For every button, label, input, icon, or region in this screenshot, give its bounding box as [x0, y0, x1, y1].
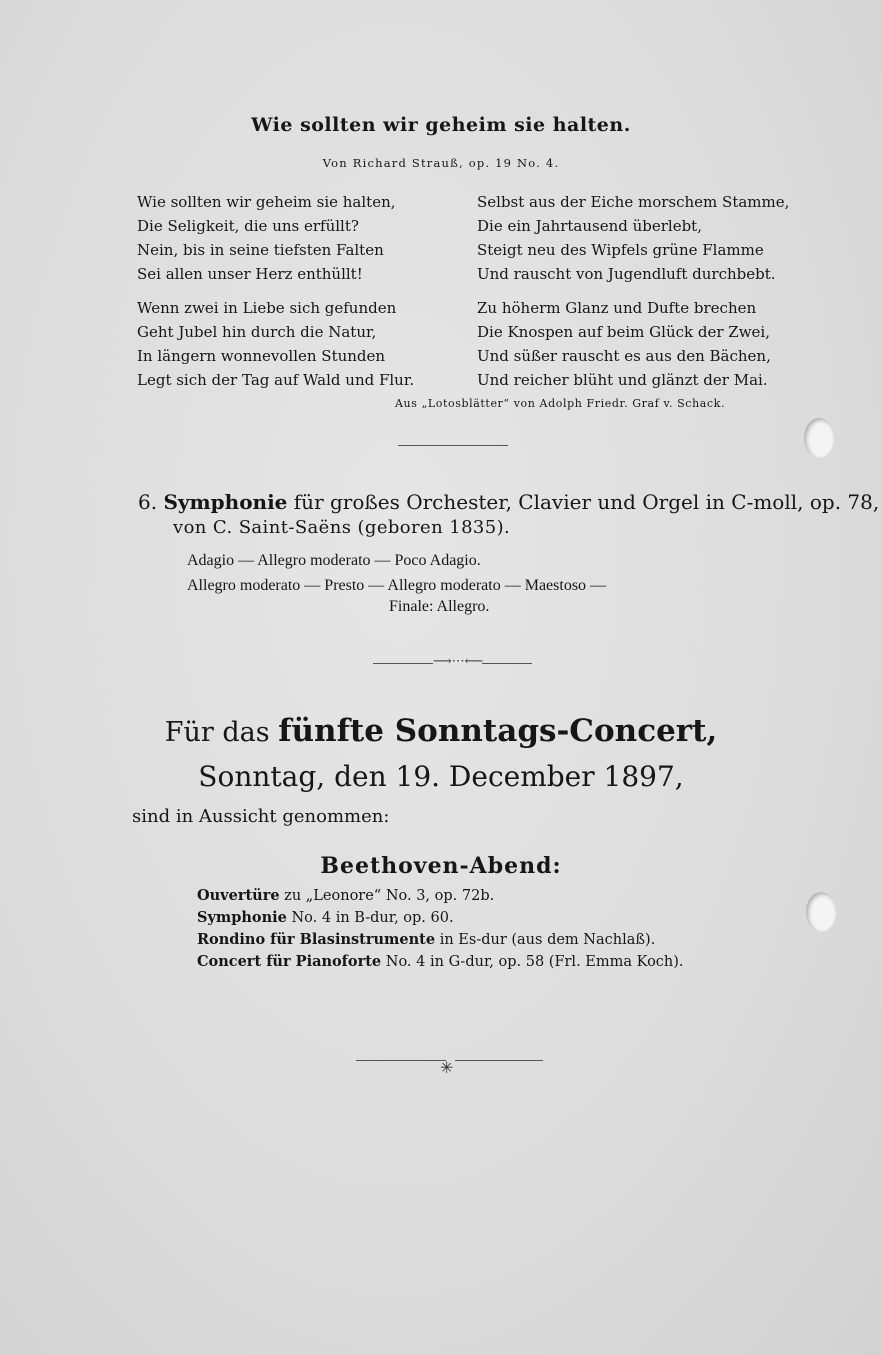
poem-line: Zu höherm Glanz und Dufte brechen	[477, 299, 757, 317]
list-item: Concert für Pianoforte No. 4 in G-dur, op. 58 (Frl. Emma Koch).	[197, 953, 684, 970]
poem-stanza-3	[477, 190, 789, 286]
divider	[398, 445, 508, 446]
poem-line: Selbst aus der Eiche morschem Stamme,	[477, 193, 790, 211]
symphony-composer: von C. Saint-Saëns (geboren 1835).	[173, 517, 511, 538]
symphony-title	[138, 490, 879, 514]
poem-line: Legt sich der Tag auf Wald und Flur.	[137, 371, 415, 389]
poem-line: Und rauscht von Jugendluft durchbebt.	[477, 265, 776, 283]
symphony-number: 6.	[138, 490, 158, 514]
heading-title: fünfte Sonntags-Concert,	[278, 713, 718, 749]
poem-line: Die Seligkeit, die uns erfüllt?	[137, 217, 359, 235]
poem-line: Wie sollten wir geheim sie halten,	[137, 193, 396, 211]
poem-line: Steigt neu des Wipfels grüne Flamme	[477, 241, 764, 259]
poem-line: Die Knospen auf beim Glück der Zwei,	[477, 323, 770, 341]
poem-line: Geht Jubel hin durch die Natur,	[137, 323, 377, 341]
next-concert-heading	[0, 713, 882, 749]
poem-line: Sei allen unser Herz enthüllt!	[137, 265, 363, 283]
song-composer: Von Richard Strauß, op. 19 No. 4.	[322, 156, 560, 170]
poem-line: Die ein Jahrtausend überlebt,	[477, 217, 702, 235]
divider-right	[455, 1060, 543, 1061]
divider-left	[373, 663, 433, 664]
heading-prefix: Für das	[164, 717, 270, 748]
punch-hole	[804, 418, 834, 458]
poem-stanza-4	[477, 296, 771, 392]
list-item: Symphonie No. 4 in B-dur, op. 60.	[197, 909, 454, 926]
divider-left	[356, 1060, 446, 1061]
movements-line-1: Adagio — Allegro moderato — Poco Adagio.	[187, 552, 481, 569]
poem-line: Und reicher blüht und glänzt der Mai.	[477, 371, 768, 389]
poem-line: Nein, bis in seine tiefsten Falten	[137, 241, 384, 259]
concert-date: Sonntag, den 19. December 1897,	[198, 760, 684, 793]
poem-line: Wenn zwei in Liebe sich gefunden	[137, 299, 397, 317]
program-list	[197, 885, 684, 973]
divider-right	[482, 663, 532, 664]
movements-line-3: Finale: Allegro.	[389, 598, 490, 615]
symphony-description: für großes Orchester, Clavier und Orgel in C-moll, op. 78,	[293, 490, 880, 514]
intro-text: sind in Aussicht genommen:	[132, 806, 390, 827]
list-item: Rondino für Blasinstrumente in Es-dur (aus dem Nachlaß).	[197, 931, 656, 948]
symphony-name: Symphonie	[163, 490, 288, 514]
list-item: Ouvertüre zu „Leonore“ No. 3, op. 72b.	[197, 887, 495, 904]
poem-source: Aus „Lotosblätter“ von Adolph Friedr. Graf v. Schack.	[395, 397, 726, 410]
program-heading: Beethoven-Abend:	[320, 853, 562, 879]
song-title: Wie sollten wir geheim sie halten.	[251, 114, 631, 136]
poem-line: In längern wonnevollen Stunden	[137, 347, 386, 365]
poem-line: Und süßer rauscht es aus den Bächen,	[477, 347, 771, 365]
poem-stanza-1	[137, 190, 396, 286]
movements-line-2: Allegro moderato — Presto — Allegro moderato — Maestoso —	[187, 577, 607, 594]
star-ornament: ✳	[440, 1058, 454, 1077]
punch-hole	[806, 892, 836, 932]
ornament: ⟶⋯⟵	[433, 654, 484, 669]
poem-stanza-2	[137, 296, 414, 392]
